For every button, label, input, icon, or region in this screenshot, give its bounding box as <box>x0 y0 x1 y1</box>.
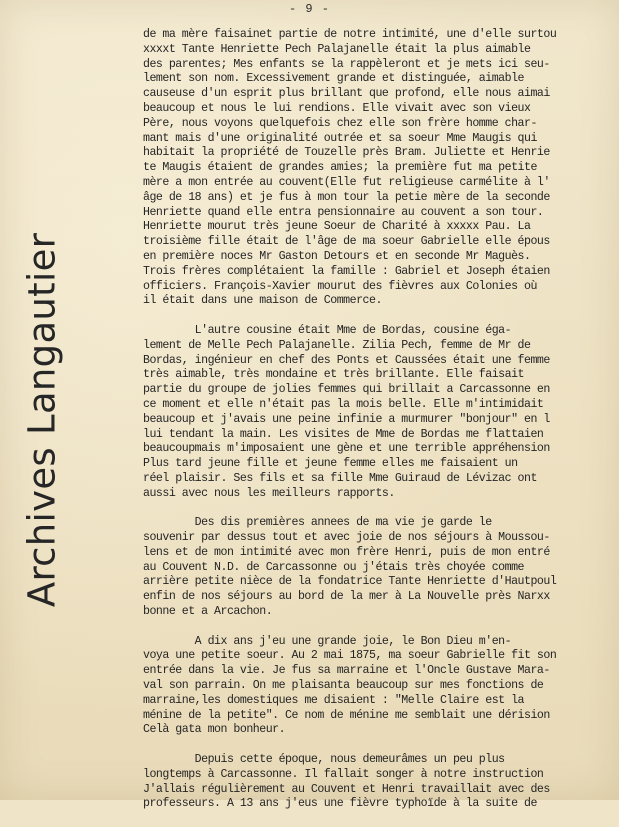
text-line: causeuse d'un esprit plus brillant que profond, elle nous aimai <box>143 87 550 101</box>
text-line: xxxxt Tante Henriette Pech Palajanelle était la plus aimable <box>143 42 531 56</box>
paragraph <box>143 324 613 502</box>
text-line: professeurs. A 13 ans j'eus une fièvre typhoïde à la suite de <box>143 797 537 811</box>
text-line: ménine de la petite". Ce nom de ménine me semblait une dérision <box>143 708 550 722</box>
text-line: lens et de mon intimité avec mon frère Henri, puis de mon entré <box>143 545 550 559</box>
text-line: bonne et a Arcachon. <box>143 605 273 619</box>
text-line: enfin de nos séjours au bord de la mer à La Nouvelle près Narxx <box>143 590 550 604</box>
text-line: marraine,les domestiques me disaient : "Melle Claire est la <box>143 693 524 707</box>
text-line: L'autre cousine était Mme de Bordas, cousine éga- <box>143 323 512 337</box>
typed-letter-body <box>143 28 613 827</box>
paragraph <box>143 516 613 620</box>
text-line: Celà gata mon bonheur. <box>143 723 286 737</box>
text-line: mère a mon entrée au couvent(Elle fut religieuse carmélite à l' <box>143 175 550 189</box>
text-line: très aimable, très mondaine et très brillante. Elle faisait <box>143 368 524 382</box>
text-line: aussi avec nous les meilleurs rapports. <box>143 486 395 500</box>
text-line: habitait la propriété de Touzelle près Bram. Juliette et Henrie <box>143 146 550 160</box>
text-line: lement son nom. Excessivement grande et distinguée, aimable <box>143 72 524 86</box>
text-line: voya une petite soeur. Au 2 mai 1875, ma soeur Gabrielle fit son <box>143 649 557 663</box>
page-number: - 9 - <box>288 2 330 16</box>
text-line: ce moment et elle n'était pas la mois belle. Elle m'intimidait <box>143 397 544 411</box>
paragraph <box>143 28 613 309</box>
text-line: beaucoup et nous le lui rendions. Elle vivait avec son vieux <box>143 101 531 115</box>
text-line: Bordas, ingénieur en chef des Ponts et Caussées était une femme <box>143 353 550 367</box>
text-line: âge de 18 ans) et je fus à mon tour la petie mère de la seconde <box>143 190 550 204</box>
text-line: officiers. François-Xavier mourut des fièvres aux Colonies où <box>143 279 537 293</box>
text-line: Henriette mourut très jeune Soeur de Charité à xxxxx Pau. La <box>143 220 531 234</box>
text-line: en première noces Mr Gaston Detours et en seconde Mr Maguès. <box>143 249 531 263</box>
text-line: te Maugis étaient de grandes amies; la première fut ma petite <box>143 161 537 175</box>
text-line: Depuis cette époque, nous demeurâmes un peu plus <box>143 753 505 767</box>
text-line: troisième fille était de l'âge de ma soeur Gabrielle elle épous <box>143 235 550 249</box>
text-line: Henriette quand elle entra pensionnaire au couvent a son tour. <box>143 205 544 219</box>
text-line: Plus tard jeune fille et jeune femme elles me faisaient un <box>143 457 518 471</box>
text-line: lui tendant la main. Les visites de Mme de Bordas me flattaien <box>143 427 544 441</box>
text-line: Trois frères complétaient la famille : Gabriel et Joseph étaien <box>143 264 550 278</box>
text-line: des parentes; Mes enfants se la rappèleront et je mets ici seu- <box>143 57 550 71</box>
text-line: A dix ans j'eu une grande joie, le Bon Dieu m'en- <box>143 634 512 648</box>
text-line: lement de Melle Pech Palajanelle. Zilia Pech, femme de Mr de <box>143 338 531 352</box>
text-line: souvenir par dessus tout et avec joie de nos séjours à Moussou- <box>143 531 550 545</box>
text-line: de ma mère faisainet partie de notre intimité, une d'elle surtou <box>143 28 557 41</box>
text-line: beaucoupmais m'imposaient une gène et une terrible appréhension <box>143 442 550 456</box>
text-line: val son parrain. On me plaisanta beaucoup sur mes fonctions de <box>143 679 544 693</box>
text-line: beaucoup et j'avais une peine infinie a murmurer "bonjour" en l <box>143 412 550 426</box>
text-line: Des dis premières annees de ma vie je garde le <box>143 516 492 530</box>
text-line: longtemps à Carcassonne. Il fallait songer à notre instruction <box>143 767 544 781</box>
text-line: au Couvent N.D. de Carcassonne ou j'étais très choyée comme <box>143 560 524 574</box>
text-line: arrière petite nièce de la fondatrice Tante Henriette d'Hautpoul <box>143 575 557 589</box>
text-line: mant mais d'une originalité outrée et sa soeur Mme Maugis qui <box>143 131 537 145</box>
text-line: réel plaisir. Ses fils et sa fille Mme Guiraud de Lévizac ont <box>143 471 537 485</box>
archive-watermark: Archives Langautier <box>20 232 64 608</box>
text-line: partie du groupe de jolies femmes qui brillait a Carcassonne en <box>143 383 550 397</box>
text-line: entrée dans la vie. Je fus sa marraine et l'Oncle Gustave Mara- <box>143 664 550 678</box>
text-line: J'allais régulièrement au Couvent et Henri travaillait avec des <box>143 782 550 796</box>
paragraph <box>143 635 613 739</box>
text-line: Père, nous voyons quelquefois chez elle son frère homme char- <box>143 116 537 130</box>
text-line: il était dans une maison de Commerce. <box>143 294 382 308</box>
paragraph <box>143 753 613 812</box>
